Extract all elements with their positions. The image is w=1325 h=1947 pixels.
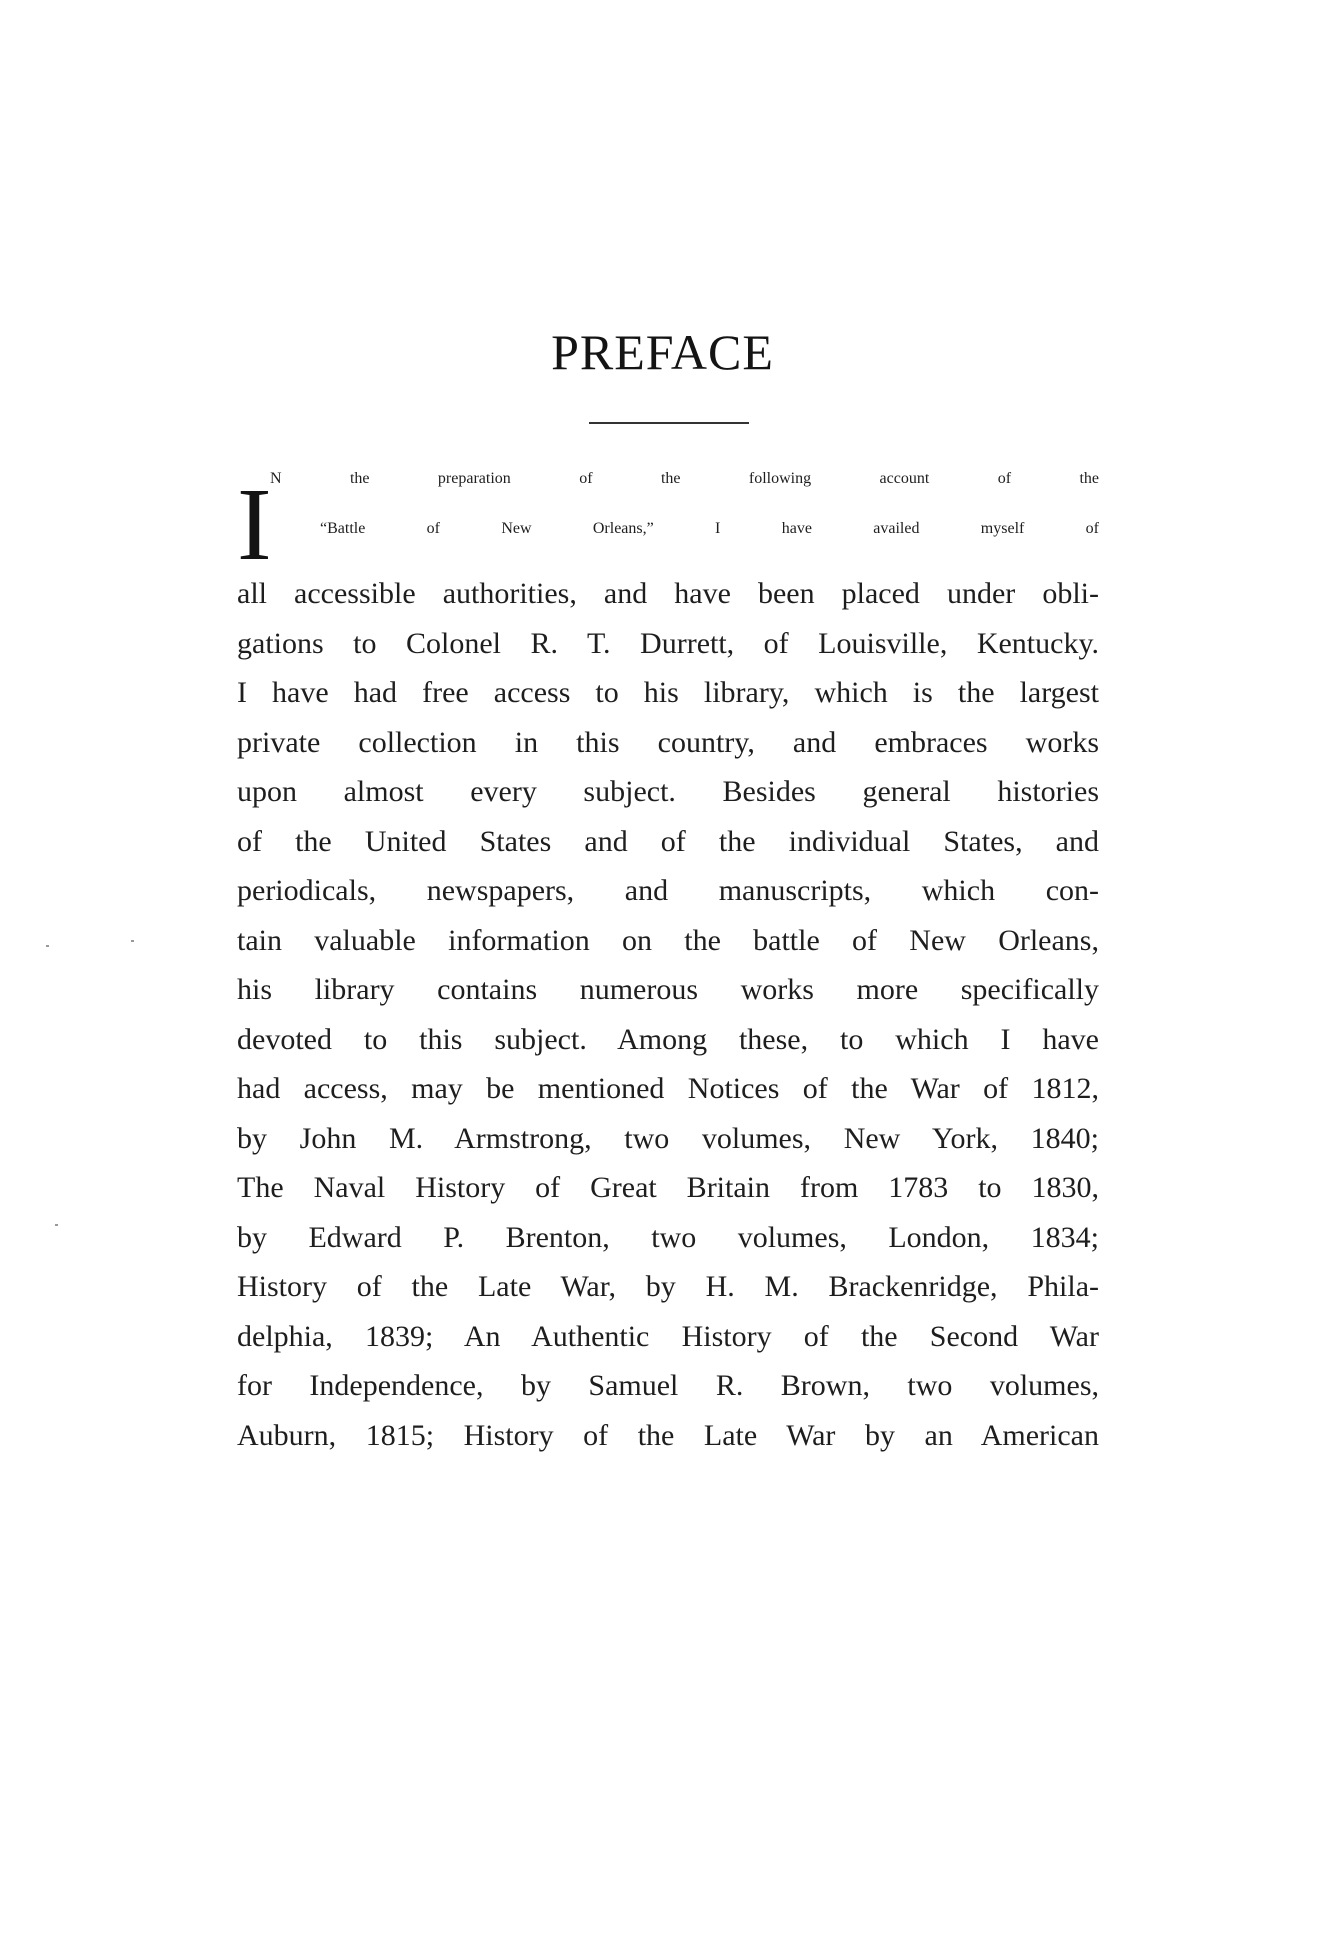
text-line-17: History of the Late War, by H. M. Brackenridge, Phila- bbox=[237, 1270, 1099, 1303]
text-line-1: N the preparation of the following account of the bbox=[270, 470, 1099, 487]
drop-cap: I bbox=[237, 467, 272, 582]
text-line-4: gations to Colonel R. T. Durrett, of Louisville, Kentucky. bbox=[237, 626, 1099, 660]
margin-speck bbox=[46, 945, 49, 947]
text-line-19: for Independence, by Samuel R. Brown, two volumes, bbox=[237, 1369, 1099, 1402]
text-line-5: I have had free access to his library, which is the largest bbox=[237, 676, 1099, 709]
text-line-9: periodicals, newspapers, and manuscripts, which con- bbox=[237, 874, 1099, 907]
margin-speck bbox=[55, 1224, 58, 1226]
text-line-15: The Naval History of Great Britain from 1783 to 1830, bbox=[237, 1171, 1099, 1204]
text-line-3: all accessible authorities, and have been placed under obli- bbox=[237, 577, 1099, 610]
text-line-13: had access, may be mentioned Notices of the War of 1812, bbox=[237, 1072, 1099, 1105]
text-line-11: his library contains numerous works more specifically bbox=[237, 973, 1099, 1006]
preface-body bbox=[237, 569, 1099, 1460]
page-title: PREFACE bbox=[551, 324, 774, 380]
margin-speck bbox=[131, 940, 134, 942]
text-line-14: by John M. Armstrong, two volumes, New York, 1840; bbox=[237, 1121, 1099, 1155]
text-line-8: of the United States and of the individual States, and bbox=[237, 824, 1099, 858]
text-line-16: by Edward P. Brenton, two volumes, London, 1834; bbox=[237, 1220, 1099, 1254]
text-line-7: upon almost every subject. Besides general histories bbox=[237, 775, 1099, 808]
dropcap-lines bbox=[270, 470, 1099, 569]
text-line-20: Auburn, 1815; History of the Late War by an American bbox=[237, 1418, 1099, 1452]
text-line-10: tain valuable information on the battle of New Orleans, bbox=[237, 923, 1099, 957]
text-line-18: delphia, 1839; An Authentic History of the Second War bbox=[237, 1319, 1099, 1353]
text-line-6: private collection in this country, and embraces works bbox=[237, 725, 1099, 759]
text-line-12: devoted to this subject. Among these, to which I have bbox=[237, 1022, 1099, 1056]
title-rule bbox=[589, 422, 749, 424]
text-line-2: “Battle of New Orleans,” I have availed myself of bbox=[320, 519, 1099, 537]
